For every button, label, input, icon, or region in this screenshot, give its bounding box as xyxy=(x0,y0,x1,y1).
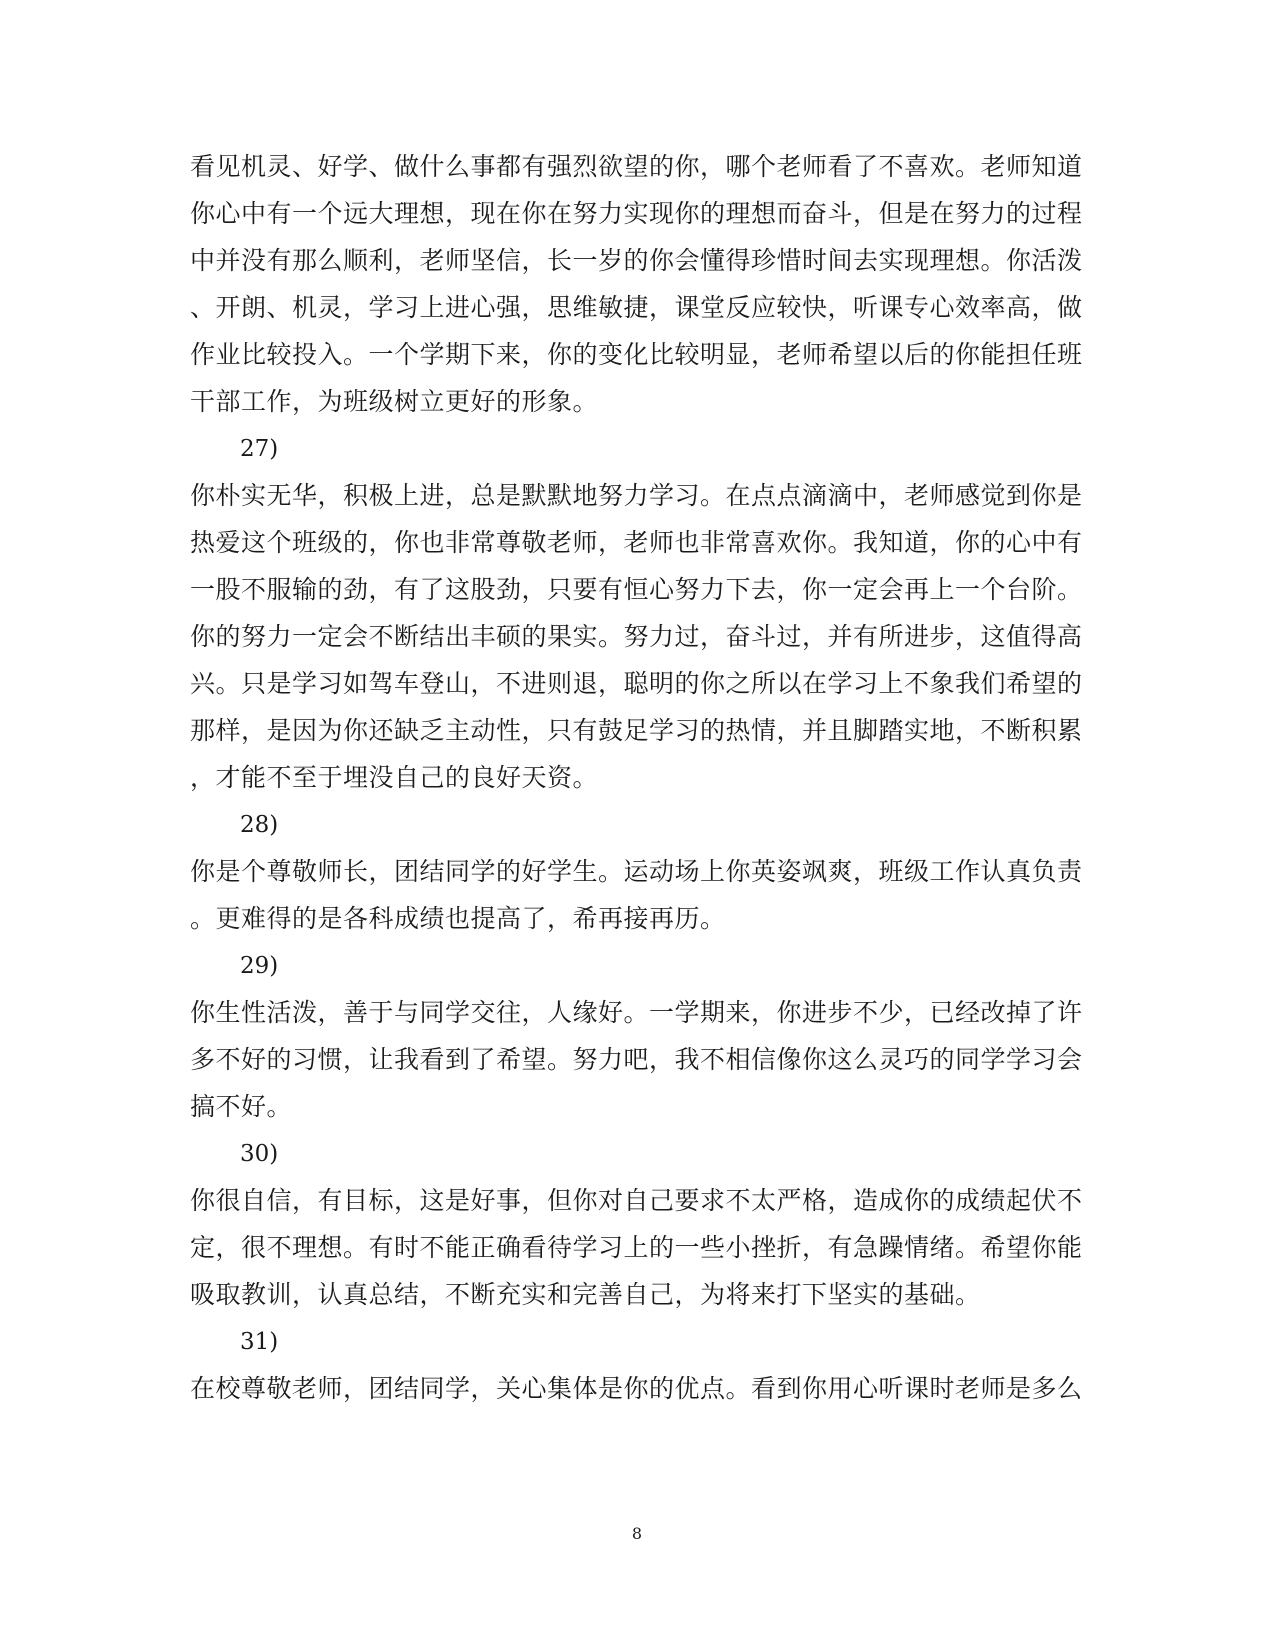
text-line: 那样，是因为你还缺乏主动性，只有鼓足学习的热情，并且脚踏实地，不断积累 xyxy=(190,716,1083,745)
text-line: 中并没有那么顺利，老师坚信，长一岁的你会懂得珍惜时间去实现理想。你活泼 xyxy=(190,246,1083,275)
text-line: 多不好的习惯，让我看到了希望。努力吧，我不相信像你这么灵巧的同学学习会 xyxy=(190,1045,1083,1074)
item-number: 29) xyxy=(240,953,279,979)
item-number: 27) xyxy=(240,436,279,462)
text-line: 你是个尊敬师长，团结同学的好学生。运动场上你英姿飒爽，班级工作认真负责 xyxy=(190,857,1083,886)
text-line: 定，很不理想。有时不能正确看待学习上的一些小挫折，有急躁情绪。希望你能 xyxy=(190,1233,1083,1262)
text-line: 兴。只是学习如驾车登山，不进则退，聪明的你之所以在学习上不象我们希望的 xyxy=(190,669,1083,698)
text-line: 看见机灵、好学、做什么事都有强烈欲望的你，哪个老师看了不喜欢。老师知道 xyxy=(190,152,1083,181)
text-line: 一股不服输的劲，有了这股劲，只要有恒心努力下去，你一定会再上一个台阶。 xyxy=(190,575,1083,604)
item-number: 31) xyxy=(240,1329,279,1355)
text-line: 你很自信，有目标，这是好事，但你对自己要求不太严格，造成你的成绩起伏不 xyxy=(190,1186,1083,1215)
text-line: 你心中有一个远大理想，现在你在努力实现你的理想而奋斗，但是在努力的过程 xyxy=(190,199,1083,228)
text-line: ，才能不至于埋没自己的良好天资。 xyxy=(190,763,599,792)
text-line: 。更难得的是各科成绩也提高了，希再接再历。 xyxy=(190,904,726,933)
text-line: 搞不好。 xyxy=(190,1092,293,1121)
text-line: 你生性活泼，善于与同学交往，人缘好。一学期来，你进步不少，已经改掉了许 xyxy=(190,998,1083,1027)
text-line: 你的努力一定会不断结出丰硕的果实。努力过，奋斗过，并有所进步，这值得高 xyxy=(190,622,1083,651)
text-line: 、开朗、机灵，学习上进心强，思维敏捷，课堂反应较快，听课专心效率高，做 xyxy=(190,293,1083,322)
text-line: 热爱这个班级的，你也非常尊敬老师，老师也非常喜欢你。我知道，你的心中有 xyxy=(190,528,1083,557)
text-line: 干部工作，为班级树立更好的形象。 xyxy=(190,387,599,416)
item-number: 28) xyxy=(240,812,279,838)
page-number: 8 xyxy=(631,1524,643,1543)
text-line: 你朴实无华，积极上进，总是默默地努力学习。在点点滴滴中，老师感觉到你是 xyxy=(190,481,1083,510)
item-number: 30) xyxy=(240,1141,279,1167)
text-line: 作业比较投入。一个学期下来，你的变化比较明显，老师希望以后的你能担任班 xyxy=(190,340,1083,369)
text-line: 在校尊敬老师，团结同学，关心集体是你的优点。看到你用心听课时老师是多么 xyxy=(190,1374,1083,1403)
text-line: 吸取教训，认真总结，不断充实和完善自己，为将来打下坚实的基础。 xyxy=(190,1280,981,1309)
